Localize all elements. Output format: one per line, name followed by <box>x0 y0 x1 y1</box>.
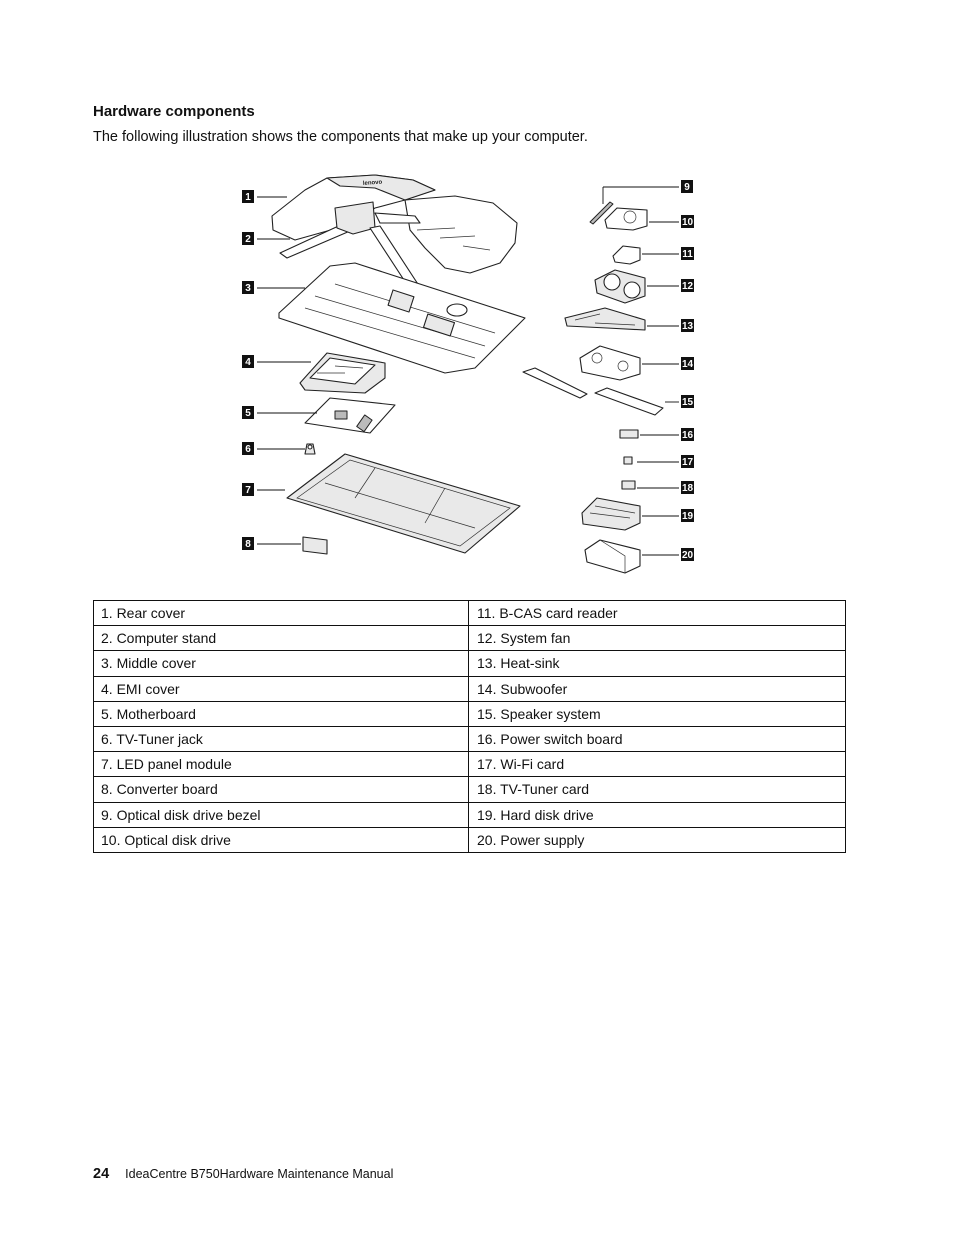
svg-text:9: 9 <box>684 182 690 193</box>
emi-cover-drawing <box>300 353 385 393</box>
power-supply-drawing <box>585 540 640 573</box>
svg-text:18: 18 <box>681 483 694 494</box>
table-row <box>94 626 846 651</box>
optical-disk-drive-drawing <box>605 208 647 230</box>
callout-4 <box>242 355 254 368</box>
svg-text:4: 4 <box>245 357 251 368</box>
callout-5 <box>242 406 254 419</box>
callout-9 <box>681 180 693 193</box>
svg-text:16: 16 <box>681 430 694 441</box>
speaker-system-drawing <box>523 368 663 415</box>
callout-7 <box>242 483 254 496</box>
svg-text:6: 6 <box>245 444 251 455</box>
table-row <box>94 601 846 626</box>
b-cas-card-reader-drawing <box>613 246 640 264</box>
table-cell: 7. LED panel module <box>94 752 469 777</box>
table-cell: 14. Subwoofer <box>469 676 846 701</box>
svg-text:10: 10 <box>681 217 694 228</box>
intro-paragraph: The following illustration shows the components that make up your computer. <box>93 129 588 145</box>
middle-cover-drawing <box>279 263 525 373</box>
wi-fi-card-drawing <box>624 457 632 464</box>
table-cell: 3. Middle cover <box>94 651 469 676</box>
table-cell: 17. Wi-Fi card <box>469 752 846 777</box>
svg-text:20: 20 <box>681 550 694 561</box>
svg-text:15: 15 <box>681 397 694 408</box>
table-cell: 16. Power switch board <box>469 726 846 751</box>
svg-text:19: 19 <box>681 511 694 522</box>
callout-15 <box>681 395 694 408</box>
section-title: Hardware components <box>93 103 255 120</box>
page-footer <box>93 1166 393 1182</box>
callout-17 <box>681 455 694 468</box>
table-row <box>94 701 846 726</box>
table-cell: 1. Rear cover <box>94 601 469 626</box>
system-fan-drawing <box>595 270 645 303</box>
svg-text:17: 17 <box>681 457 694 468</box>
callout-8 <box>242 537 254 550</box>
table-cell: 20. Power supply <box>469 827 846 852</box>
table-cell: 8. Converter board <box>94 777 469 802</box>
table-row <box>94 726 846 751</box>
table-cell: 10. Optical disk drive <box>94 827 469 852</box>
table-cell: 12. System fan <box>469 626 846 651</box>
hard-disk-drive-drawing <box>582 498 640 530</box>
table-row <box>94 777 846 802</box>
svg-text:8: 8 <box>245 539 251 550</box>
table-cell: 6. TV-Tuner jack <box>94 726 469 751</box>
table-cell: 18. TV-Tuner card <box>469 777 846 802</box>
svg-text:2: 2 <box>245 234 251 245</box>
tv-tuner-card-drawing <box>622 481 635 489</box>
callout-10 <box>681 215 694 228</box>
exploded-view-illustration <box>235 168 700 580</box>
table-row <box>94 827 846 852</box>
page-number: 24 <box>93 1166 110 1182</box>
svg-text:7: 7 <box>245 485 251 496</box>
table-cell: 2. Computer stand <box>94 626 469 651</box>
motherboard-drawing <box>305 398 395 433</box>
table-cell: 9. Optical disk drive bezel <box>94 802 469 827</box>
table-row <box>94 752 846 777</box>
table-row <box>94 802 846 827</box>
table-row <box>94 676 846 701</box>
subwoofer-drawing <box>580 346 640 380</box>
converter-board-drawing <box>303 537 327 554</box>
callout-14 <box>681 357 694 370</box>
components-table <box>93 600 846 853</box>
led-panel-module-drawing <box>287 454 520 553</box>
table-cell: 13. Heat-sink <box>469 651 846 676</box>
callout-11 <box>681 247 694 260</box>
brand-logo-text: lenovo <box>362 179 383 187</box>
svg-text:13: 13 <box>681 321 694 332</box>
table-cell: 11. B-CAS card reader <box>469 601 846 626</box>
table-cell: 15. Speaker system <box>469 701 846 726</box>
tv-tuner-jack-drawing <box>305 444 315 454</box>
svg-text:14: 14 <box>681 359 694 370</box>
table-cell: 4. EMI cover <box>94 676 469 701</box>
callout-18 <box>681 481 694 494</box>
callout-6 <box>242 442 254 455</box>
power-switch-board-drawing <box>620 430 638 438</box>
callout-19 <box>681 509 694 522</box>
table-cell: 5. Motherboard <box>94 701 469 726</box>
callout-13 <box>681 319 694 332</box>
svg-text:1: 1 <box>245 192 251 203</box>
svg-text:11: 11 <box>682 249 693 260</box>
callout-2 <box>242 232 254 245</box>
svg-text:5: 5 <box>245 408 251 419</box>
callout-1 <box>242 190 254 203</box>
manual-title: IdeaCentre B750Hardware Maintenance Manual <box>125 1167 394 1181</box>
heat-sink-drawing <box>565 308 645 330</box>
table-row <box>94 651 846 676</box>
callout-20 <box>681 548 694 561</box>
svg-text:12: 12 <box>681 281 694 292</box>
svg-text:3: 3 <box>245 283 251 294</box>
callout-12 <box>681 279 694 292</box>
callout-3 <box>242 281 254 294</box>
callout-16 <box>681 428 694 441</box>
table-cell: 19. Hard disk drive <box>469 802 846 827</box>
